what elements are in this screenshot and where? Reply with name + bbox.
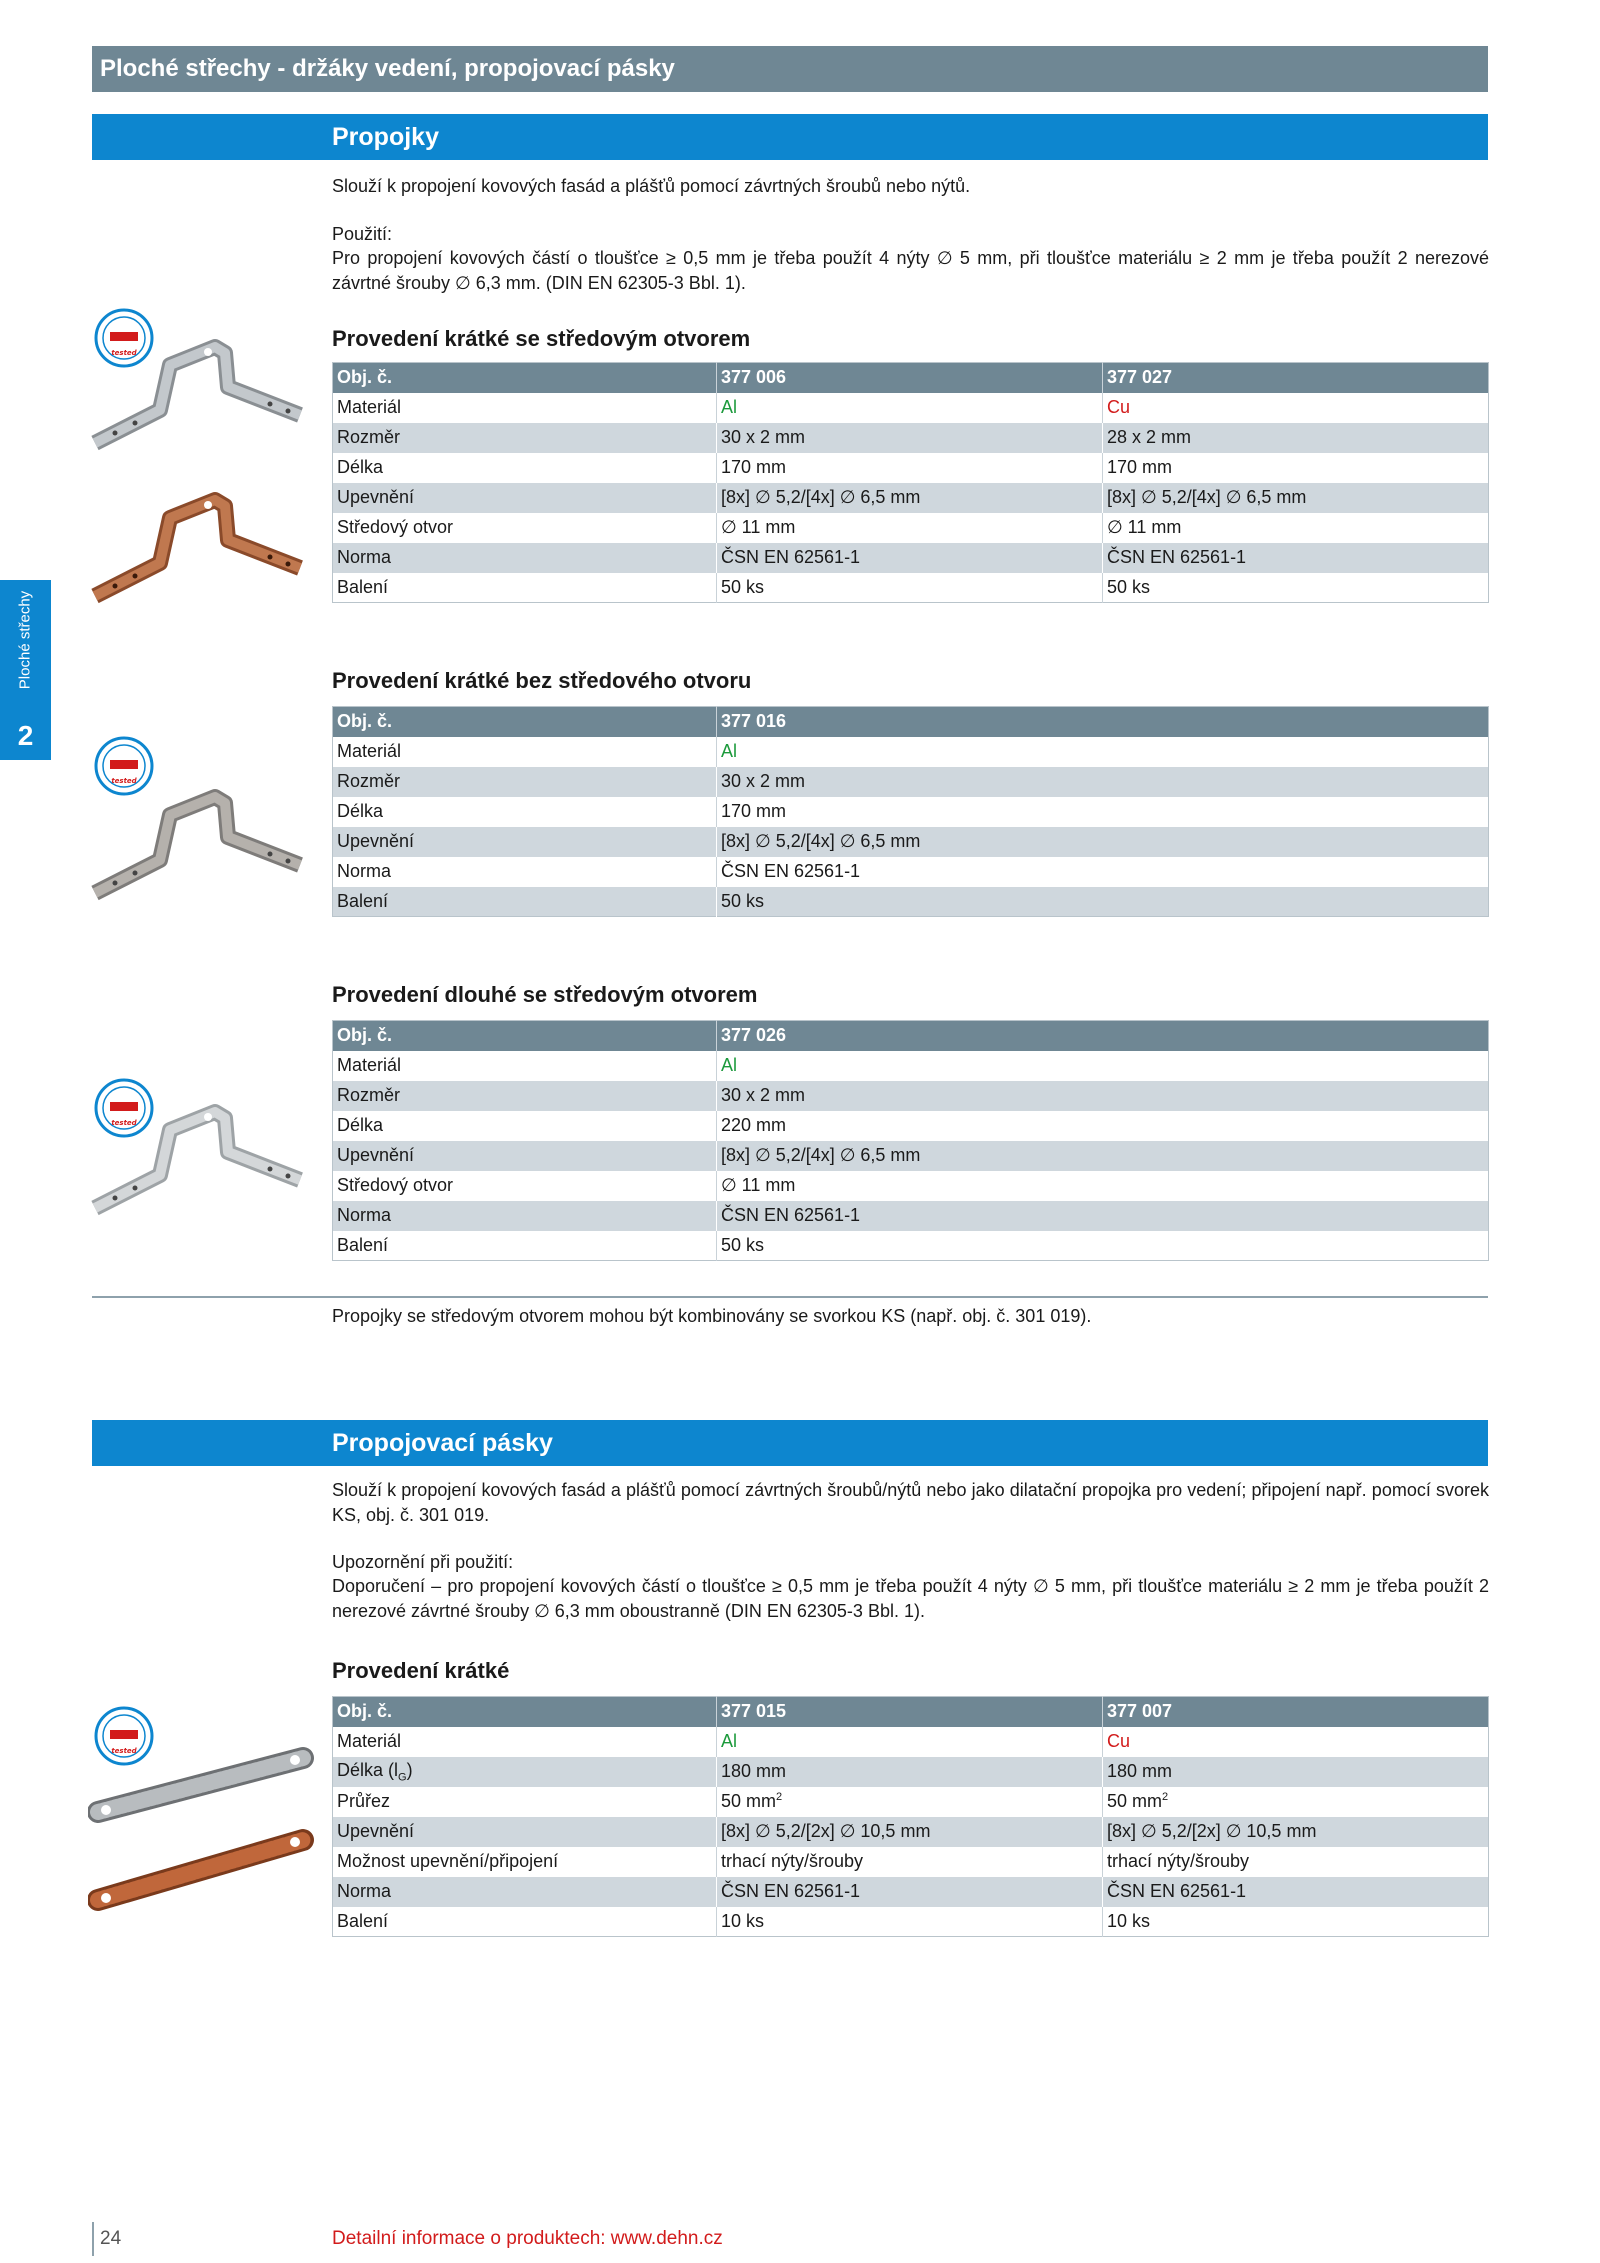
table-row xyxy=(333,797,1489,827)
table1-title: Provedení krátké se středovým otvorem xyxy=(332,326,751,351)
row-label: Norma xyxy=(333,857,717,887)
header-cell: 377 016 xyxy=(717,707,1489,737)
aluminium-bridge-image xyxy=(90,325,310,455)
cell-value: ∅ 11 mm xyxy=(717,1171,1489,1201)
cell-value: [8x] ∅ 5,2/[2x] ∅ 10,5 mm xyxy=(1103,1817,1489,1847)
section-propojky-header xyxy=(92,114,1488,160)
header-cell: 377 007 xyxy=(1103,1697,1489,1727)
table-header-row xyxy=(333,363,1489,393)
cell-value: ČSN EN 62561-1 xyxy=(717,543,1103,573)
table-row xyxy=(333,1051,1489,1081)
table-row xyxy=(333,453,1489,483)
table-row xyxy=(333,1171,1489,1201)
delka-close: ) xyxy=(406,1759,413,1780)
cell-value: 170 mm xyxy=(717,453,1103,483)
row-label: Středový otvor xyxy=(333,513,717,543)
cell-value: ∅ 11 mm xyxy=(717,513,1103,543)
cell-value: 180 mm xyxy=(1103,1757,1489,1787)
table-row xyxy=(333,513,1489,543)
row-label: Upevnění xyxy=(333,483,717,513)
row-label: Norma xyxy=(333,1877,717,1907)
cell-value: 30 x 2 mm xyxy=(717,423,1103,453)
row-label: Balení xyxy=(333,573,717,603)
section-pasky-title: Propojovací pásky xyxy=(332,1429,553,1457)
cell-value xyxy=(1103,1787,1489,1817)
section-propojky-intro: Slouží k propojení kovových fasád a plášťů pomocí závrtných šroubů nebo nýtů. xyxy=(332,176,971,196)
table-row xyxy=(333,543,1489,573)
prurez-value: 50 mm xyxy=(721,1791,777,1811)
row-label: Středový otvor xyxy=(333,1171,717,1201)
table-row xyxy=(333,483,1489,513)
cell-value: 30 x 2 mm xyxy=(717,1081,1489,1111)
header-cell: 377 015 xyxy=(717,1697,1103,1727)
header-cell: 377 027 xyxy=(1103,363,1489,393)
badge-text: tested xyxy=(111,1119,137,1127)
cell-value: trhací nýty/šrouby xyxy=(1103,1847,1489,1877)
cell-value: 28 x 2 mm xyxy=(1103,423,1489,453)
table-row xyxy=(333,1787,1489,1817)
table-row xyxy=(333,1877,1489,1907)
cell-value: 220 mm xyxy=(717,1111,1489,1141)
table-row xyxy=(333,1907,1489,1937)
spec-table-377015 xyxy=(332,1696,1489,1937)
page-number: 24 xyxy=(100,2228,122,2249)
row-label: Balení xyxy=(333,887,717,917)
table-header-row xyxy=(333,707,1489,737)
row-label: Materiál xyxy=(333,1727,717,1757)
header-cell: Obj. č. xyxy=(333,1021,717,1051)
aluminium-long-bridge-image xyxy=(90,1090,310,1220)
spec-table-377006 xyxy=(332,362,1489,603)
cell-value: 50 ks xyxy=(717,887,1489,917)
cell-value: 170 mm xyxy=(1103,453,1489,483)
propojky-note: Propojky se středovým otvorem mohou být kombinovány se svorkou KS (např. obj. č. 301 019). xyxy=(332,1306,1092,1326)
table-row xyxy=(333,1201,1489,1231)
footer-link-text[interactable]: Detailní informace o produktech: www.dehn.cz xyxy=(332,2228,723,2249)
row-label: Materiál xyxy=(333,1051,717,1081)
cell-value: Al xyxy=(717,393,1103,423)
delka-subscript: G xyxy=(398,1771,407,1784)
page-header xyxy=(92,46,1488,92)
row-label: Délka xyxy=(333,797,717,827)
row-label: Materiál xyxy=(333,737,717,767)
spec-table-377026 xyxy=(332,1020,1489,1261)
row-label xyxy=(333,1757,717,1787)
chapter-number: 2 xyxy=(17,720,34,751)
table-row xyxy=(333,1231,1489,1261)
table2-title: Provedení krátké bez středového otvoru xyxy=(332,668,752,693)
prurez-value: 50 mm xyxy=(1107,1791,1163,1811)
table-row xyxy=(333,393,1489,423)
cell-value: [8x] ∅ 5,2/[4x] ∅ 6,5 mm xyxy=(717,483,1103,513)
cell-value: 50 ks xyxy=(1103,573,1489,603)
header-cell: 377 006 xyxy=(717,363,1103,393)
copper-bridge-image xyxy=(90,478,310,608)
cell-value xyxy=(717,1787,1103,1817)
table-row xyxy=(333,1757,1489,1787)
cell-value: [8x] ∅ 5,2/[4x] ∅ 6,5 mm xyxy=(717,827,1489,857)
section-pasky-header xyxy=(92,1420,1488,1466)
row-label: Možnost upevnění/připojení xyxy=(333,1847,717,1877)
cell-value: [8x] ∅ 5,2/[2x] ∅ 10,5 mm xyxy=(717,1817,1103,1847)
row-label: Norma xyxy=(333,1201,717,1231)
table-row xyxy=(333,1727,1489,1757)
section-pasky-warning-label: Upozornění při použití: xyxy=(332,1552,514,1572)
badge-text: tested xyxy=(111,349,137,357)
cell-value: 10 ks xyxy=(1103,1907,1489,1937)
copper-strap-image xyxy=(88,1818,318,1918)
cell-value: 50 ks xyxy=(717,1231,1489,1261)
row-label: Délka xyxy=(333,1111,717,1141)
table-row xyxy=(333,573,1489,603)
row-label: Rozměr xyxy=(333,767,717,797)
row-label: Průřez xyxy=(333,1787,717,1817)
table-header-row xyxy=(333,1021,1489,1051)
cell-value: ČSN EN 62561-1 xyxy=(717,1201,1489,1231)
table4-title: Provedení krátké xyxy=(332,1658,510,1683)
aluminium-strap-image xyxy=(88,1740,318,1830)
header-cell: Obj. č. xyxy=(333,363,717,393)
footer-divider xyxy=(92,2222,94,2256)
section-pasky-warning-text: Doporučení – pro propojení kovových částí o tloušťce ≥ 0,5 mm je třeba použít 4 nýty ∅ 5 mm, při tloušťce materiálu ≥ 2 mm je třeba použít 2 nerezové závrtné šrouby ∅ 6,3 mm oboustranně (DIN EN 62305-3 Bbl. 1). xyxy=(332,1576,1489,1621)
cell-value: [8x] ∅ 5,2/[4x] ∅ 6,5 mm xyxy=(1103,483,1489,513)
cell-value: Cu xyxy=(1103,393,1489,423)
chapter-label: Ploché střechy xyxy=(16,590,34,690)
table-row xyxy=(333,1817,1489,1847)
cell-value: ČSN EN 62561-1 xyxy=(1103,1877,1489,1907)
table-row xyxy=(333,857,1489,887)
badge-text: tested xyxy=(111,777,137,785)
section-propojky-usage-text: Pro propojení kovových částí o tloušťce ≥ 0,5 mm je třeba použít 4 nýty ∅ 5 mm, při tloušťce materiálu ≥ 2 mm je třeba použít 2 nerezové závrtné šrouby ∅ 6,3 mm. (DIN EN 62305-3 Bbl. 1). xyxy=(332,248,1489,293)
row-label: Upevnění xyxy=(333,1141,717,1171)
table3-title: Provedení dlouhé se středovým otvorem xyxy=(332,982,758,1007)
cell-value: ∅ 11 mm xyxy=(1103,513,1489,543)
cell-value: Cu xyxy=(1103,1727,1489,1757)
cell-value: 180 mm xyxy=(717,1757,1103,1787)
cell-value: ČSN EN 62561-1 xyxy=(717,857,1489,887)
table-row xyxy=(333,1111,1489,1141)
divider xyxy=(92,1296,1488,1298)
cell-value: 170 mm xyxy=(717,797,1489,827)
cell-value: Al xyxy=(717,1727,1103,1757)
table-row xyxy=(333,887,1489,917)
section-propojky-usage-label: Použití: xyxy=(332,224,393,244)
cell-value: 50 ks xyxy=(717,573,1103,603)
table-header-row xyxy=(333,1697,1489,1727)
row-label: Balení xyxy=(333,1907,717,1937)
page-title: Ploché střechy - držáky vedení, propojovací pásky xyxy=(100,55,675,82)
table-row xyxy=(333,1141,1489,1171)
cell-value: 10 ks xyxy=(717,1907,1103,1937)
row-label: Rozměr xyxy=(333,1081,717,1111)
header-cell: 377 026 xyxy=(717,1021,1489,1051)
row-label: Balení xyxy=(333,1231,717,1261)
row-label: Rozměr xyxy=(333,423,717,453)
cell-value: ČSN EN 62561-1 xyxy=(717,1877,1103,1907)
spec-table-377016 xyxy=(332,706,1489,917)
table-row xyxy=(333,767,1489,797)
table-row xyxy=(333,1847,1489,1877)
header-cell: Obj. č. xyxy=(333,707,717,737)
badge-text: tested xyxy=(111,1747,137,1755)
cell-value: Al xyxy=(717,1051,1489,1081)
section-propojky-title: Propojky xyxy=(332,123,439,151)
prurez-superscript: 2 xyxy=(776,1791,783,1803)
prurez-superscript: 2 xyxy=(1162,1791,1169,1803)
cell-value: ČSN EN 62561-1 xyxy=(1103,543,1489,573)
row-label: Délka xyxy=(333,453,717,483)
table-row xyxy=(333,1081,1489,1111)
row-label: Upevnění xyxy=(333,827,717,857)
header-cell: Obj. č. xyxy=(333,1697,717,1727)
chapter-side-tab xyxy=(0,580,51,760)
table-row xyxy=(333,423,1489,453)
cell-value: trhací nýty/šrouby xyxy=(717,1847,1103,1877)
cell-value: Al xyxy=(717,737,1489,767)
row-label: Norma xyxy=(333,543,717,573)
row-label: Materiál xyxy=(333,393,717,423)
table-row xyxy=(333,827,1489,857)
delka-label: Délka (l xyxy=(337,1759,399,1780)
row-label: Upevnění xyxy=(333,1817,717,1847)
section-pasky-intro: Slouží k propojení kovových fasád a plášťů pomocí závrtných šroubů/nýtů nebo jako dilatační propojka pro vedení; připojení např. pomocí svorek KS, obj. č. 301 019. xyxy=(332,1480,1489,1525)
cell-value: 30 x 2 mm xyxy=(717,767,1489,797)
aluminium-bridge-no-hole-image xyxy=(90,775,310,905)
table-row xyxy=(333,737,1489,767)
cell-value: [8x] ∅ 5,2/[4x] ∅ 6,5 mm xyxy=(717,1141,1489,1171)
